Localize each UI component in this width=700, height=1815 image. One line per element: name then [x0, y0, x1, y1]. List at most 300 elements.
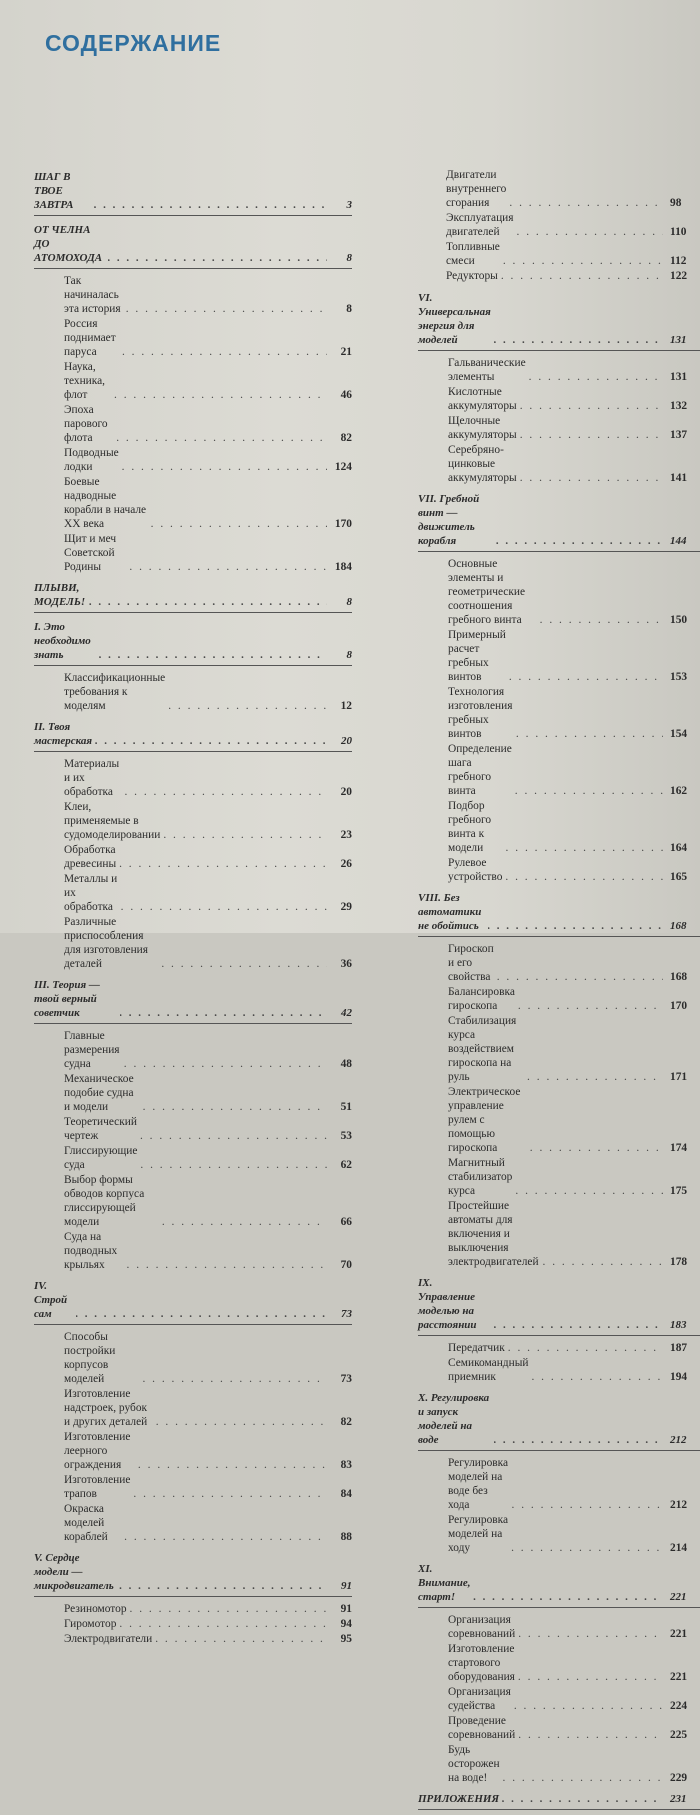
toc-entry [448, 1156, 700, 1198]
leader-dots [122, 460, 327, 474]
toc-items [34, 1330, 352, 1544]
toc-entry-title: Кислотные аккумуляторы [448, 386, 517, 412]
toc-entry [64, 360, 352, 402]
toc-entry-page: 214 [670, 1542, 688, 1554]
toc-entry-page: 70 [340, 1259, 352, 1271]
leader-dots [156, 1415, 327, 1429]
toc-entry-title: Примерный расчет гребных винтов [448, 629, 506, 683]
leader-dots [99, 648, 327, 662]
toc-items [418, 942, 700, 1269]
toc-section-heading-title: ПРИЛОЖЕНИЯ [418, 1793, 500, 1805]
toc-entry [448, 385, 700, 413]
leader-dots [543, 1255, 663, 1269]
toc-entry [64, 757, 352, 799]
toc-entry [446, 269, 700, 283]
toc-entry [448, 414, 700, 442]
leader-dots [540, 613, 663, 627]
leader-dots [114, 388, 327, 402]
toc-entry-page: 26 [340, 858, 352, 870]
leader-dots [140, 1129, 327, 1143]
leader-dots [108, 251, 327, 265]
toc-section-heading [34, 618, 352, 666]
toc-items [418, 1613, 700, 1785]
toc-section [34, 579, 352, 613]
toc-entry-page: 48 [340, 1058, 352, 1070]
toc-section-heading [34, 976, 352, 1024]
leader-dots [501, 269, 663, 283]
toc-entry-page: 141 [670, 472, 688, 484]
leader-dots [163, 828, 327, 842]
toc-entry [448, 1513, 700, 1555]
leader-dots [518, 1728, 663, 1742]
toc-entry-title: Стабилизация курса воздействием гироскопа на руль [448, 1015, 517, 1083]
leader-dots [520, 428, 663, 442]
toc-section-heading-title: VIII. Без автоматики не обойтись [418, 892, 482, 932]
toc-entry-page: 170 [670, 1000, 688, 1012]
toc-entry [64, 671, 352, 713]
leader-dots [508, 1341, 663, 1355]
toc-entry-page: 194 [670, 1371, 688, 1383]
leader-dots [151, 517, 327, 531]
toc-entry-title: Металлы и их обработка [64, 873, 118, 913]
toc-entry-page: 12 [340, 700, 352, 712]
toc-items [418, 1456, 700, 1555]
toc-entry-title: Серебряно-цинковые аккумуляторы [448, 444, 517, 484]
toc-section-heading-title: ПЛЫВИ, МОДЕЛЬ! [34, 582, 86, 608]
toc-entry-title: Эксплуатация двигателей [446, 212, 514, 238]
leader-dots [126, 302, 327, 316]
leader-dots [509, 670, 663, 684]
leader-dots [515, 1184, 663, 1198]
toc-entry-page: 110 [670, 226, 687, 238]
toc-entry-page: 53 [340, 1130, 352, 1142]
toc-entry-page: 154 [670, 728, 688, 740]
toc-section-heading-title: X. Регулировка и запуск моделей на воде [418, 1392, 490, 1446]
toc-section-heading [418, 1790, 700, 1810]
leader-dots [494, 1318, 663, 1332]
toc-entry-page: 82 [340, 432, 352, 444]
leader-dots [530, 1141, 663, 1155]
toc-entry-title: Организация судейства [448, 1686, 511, 1712]
toc-entry [64, 1072, 352, 1114]
toc-entry [448, 1685, 700, 1713]
toc-section-heading [418, 1389, 700, 1451]
leader-dots [518, 1627, 663, 1641]
page-title: СОДЕРЖАНИЕ [45, 30, 222, 56]
toc-section [34, 718, 352, 971]
toc-entry [448, 1014, 700, 1084]
toc-entry-title: Изготовление стартового оборудования [448, 1643, 515, 1683]
toc-section-heading-title: VII. Гребной винт — движитель корабля [418, 493, 480, 547]
toc-entry-title: Подводные лодки [64, 447, 119, 473]
toc-entry-title: Подбор гребного винта к модели [448, 800, 492, 854]
toc-entry-title: Гиромотор [64, 1618, 117, 1630]
toc-items [34, 1602, 352, 1646]
toc-section-heading-title: V. Сердце модели — микродвигатель [34, 1552, 114, 1592]
toc-entry [64, 872, 352, 914]
toc-entry-title: Наука, техника, флот [64, 361, 106, 401]
leader-dots [494, 1433, 663, 1447]
toc-entry-title: Регулировка моделей на ходу [448, 1514, 509, 1554]
leader-dots [127, 1258, 327, 1272]
toc-entry-page: 62 [340, 1159, 352, 1171]
toc-entry-title: Определение шага гребного винта [448, 743, 512, 797]
toc-section-heading [418, 289, 700, 351]
toc-entry-title: Балансировка гироскопа [448, 986, 515, 1012]
toc-entry-page: 224 [670, 1700, 688, 1712]
toc-section-heading-page: 212 [670, 1434, 687, 1446]
toc-section [418, 490, 700, 884]
toc-entry [64, 1473, 352, 1501]
toc-section-heading [418, 1560, 700, 1608]
toc-entry-page: 98 [670, 197, 682, 209]
leader-dots [129, 560, 327, 574]
toc-entry [64, 317, 352, 359]
toc-section-heading-page: 3 [346, 199, 352, 211]
toc-section-heading-page: 73 [341, 1308, 352, 1320]
toc-entry [64, 915, 352, 971]
toc-items [418, 356, 700, 485]
toc-entry-page: 94 [340, 1618, 352, 1630]
toc-entry [448, 799, 700, 855]
leader-dots [89, 595, 327, 609]
toc-entry-title: Глиссирующие суда [64, 1145, 138, 1171]
toc-section-heading-page: 183 [670, 1319, 687, 1331]
leader-dots [130, 1602, 327, 1616]
leader-dots [122, 345, 327, 359]
toc-entry [448, 985, 700, 1013]
toc-entry-page: 20 [340, 786, 352, 798]
toc-entry-title: Классификационные требования к моделям [64, 672, 166, 712]
leader-dots [119, 1617, 327, 1631]
toc-entry [64, 274, 352, 316]
toc-entry-page: 51 [340, 1101, 352, 1113]
toc-section-heading-title: IV. Строй сам [34, 1280, 68, 1320]
toc-entry-page: 8 [346, 303, 352, 315]
leader-dots [529, 370, 663, 384]
toc-entry-title: Изготовление трапов [64, 1474, 131, 1500]
toc-section-heading-page: 8 [346, 596, 352, 608]
toc-section-heading-page: 144 [670, 535, 687, 547]
toc-section-heading-page: 168 [670, 920, 687, 932]
toc-entry-page: 229 [670, 1772, 688, 1784]
toc-entry [64, 1173, 352, 1229]
leader-dots [516, 727, 663, 741]
leader-dots [116, 431, 327, 445]
toc-entry-title: Теоретический чертеж [64, 1116, 137, 1142]
toc-entry [448, 1714, 700, 1742]
toc-entry-title: Способы постройки корпусов моделей [64, 1331, 116, 1385]
toc-continuation [418, 168, 700, 283]
leader-dots [124, 1530, 327, 1544]
toc-entry [64, 446, 352, 474]
toc-entry-title: Магнитный стабилизатор курса [448, 1157, 513, 1197]
toc-entry-title: Гальванические элементы [448, 357, 526, 383]
toc-entry-page: 168 [670, 971, 688, 983]
toc-entry-page: 36 [340, 958, 352, 970]
leader-dots [140, 1158, 327, 1172]
toc-section-heading-title: I. Это необходимо знать [34, 621, 91, 661]
toc-entry-title: Передатчик [448, 1342, 505, 1354]
leader-dots [518, 1670, 663, 1684]
toc-entry-title: Электрическое управление рулем с помощью гироскопа [448, 1086, 521, 1154]
toc-entry-page: 131 [670, 371, 688, 383]
toc-entry [448, 1613, 700, 1641]
leader-dots [494, 333, 663, 347]
toc-entry [448, 628, 700, 684]
toc-entry-page: 21 [340, 346, 352, 358]
toc-entry-title: Организация соревнований [448, 1614, 516, 1640]
toc-section [418, 1274, 700, 1384]
toc-entry [448, 942, 700, 984]
toc-entry-title: Изготовление леерного ограждения [64, 1431, 131, 1471]
leader-dots [133, 1487, 327, 1501]
toc-section [34, 221, 352, 574]
toc-entry [64, 800, 352, 842]
toc-entry [64, 1502, 352, 1544]
toc-entry-page: 153 [670, 671, 688, 683]
toc-entry [448, 443, 700, 485]
toc-section-heading [418, 1274, 700, 1336]
toc-entry [64, 1330, 352, 1386]
leader-dots [506, 841, 663, 855]
toc-entry [448, 557, 700, 627]
toc-entry-title: Суда на подводных крыльях [64, 1231, 118, 1271]
toc-entry [448, 685, 700, 741]
leader-dots [124, 785, 327, 799]
toc-entry [64, 532, 352, 574]
leader-dots [531, 1370, 663, 1384]
toc-section [34, 1549, 352, 1646]
leader-dots [496, 534, 663, 548]
toc-items [418, 1341, 700, 1384]
toc-entry [448, 1356, 700, 1384]
toc-entry-page: 88 [340, 1531, 352, 1543]
toc-section-heading-title: III. Теория — твой верный советчик [34, 979, 100, 1019]
toc-entry-title: Выбор формы обводов корпуса глиссирующей модели [64, 1174, 145, 1228]
toc-section [34, 976, 352, 1272]
toc-entry-title: Боевые надводные корабли в начале XX века [64, 476, 147, 530]
leader-dots [502, 1792, 663, 1806]
toc-entry-page: 95 [340, 1633, 352, 1645]
toc-right-column [418, 168, 700, 1815]
toc-entry-page: 82 [340, 1416, 352, 1428]
toc-entry [64, 1632, 352, 1646]
toc-entry [64, 1230, 352, 1272]
toc-section-heading [34, 1549, 352, 1597]
toc-section-heading-title: VI. Универсальная энергия для моделей [418, 292, 491, 346]
toc-section-heading-title: II. Твоя мастерская [34, 721, 93, 747]
toc-entry-title: Обработка древесины [64, 844, 117, 870]
toc-section [418, 1389, 700, 1555]
toc-entry [64, 475, 352, 531]
toc-entry [64, 1617, 352, 1631]
toc-entry-page: 84 [340, 1488, 352, 1500]
toc-entry [448, 856, 700, 884]
toc-entry [64, 403, 352, 445]
toc-section-heading-page: 20 [341, 735, 352, 747]
toc-entry-page: 178 [670, 1256, 688, 1268]
toc-section-heading-page: 131 [670, 334, 687, 346]
toc-entry-page: 221 [670, 1671, 688, 1683]
toc-entry-title: Электродвигатели [64, 1633, 153, 1645]
leader-dots [124, 1057, 327, 1071]
leader-dots [155, 1632, 327, 1646]
leader-dots [138, 1458, 327, 1472]
toc-section-heading-title: ШАГ В ТВОЕ ЗАВТРА [34, 171, 74, 211]
toc-entry-page: 175 [670, 1185, 688, 1197]
leader-dots [95, 734, 327, 748]
toc-section [418, 1560, 700, 1785]
toc-entry-title: Регулировка моделей на воде без хода [448, 1457, 509, 1511]
leader-dots [119, 857, 327, 871]
toc-entry [446, 168, 700, 210]
toc-entry-title: Редукторы [446, 270, 498, 282]
toc-items [34, 1029, 352, 1272]
toc-entry [446, 211, 700, 239]
leader-dots [517, 225, 663, 239]
toc-entry-page: 112 [670, 255, 687, 267]
leader-dots [520, 399, 663, 413]
leader-dots [505, 870, 663, 884]
toc-section [34, 618, 352, 713]
toc-section [34, 168, 352, 216]
toc-section-heading [34, 221, 352, 269]
leader-dots [497, 970, 663, 984]
toc-entry-page: 124 [334, 461, 352, 473]
leader-dots [473, 1590, 663, 1604]
leader-dots [488, 919, 663, 933]
toc-entry-page: 187 [670, 1342, 688, 1354]
toc-entry [448, 742, 700, 798]
leader-dots [168, 699, 327, 713]
toc-entry-page: 225 [670, 1729, 688, 1741]
toc-section-heading-page: 231 [670, 1793, 687, 1805]
toc-entry-title: Технология изготовления гребных винтов [448, 686, 513, 740]
toc-entry-title: Механическое подобие судна и модели [64, 1073, 134, 1113]
toc-entry-page: 46 [340, 389, 352, 401]
toc-entry [64, 1387, 352, 1429]
toc-entry [64, 1115, 352, 1143]
leader-dots [515, 784, 663, 798]
toc-section-heading [418, 889, 700, 937]
leader-dots [161, 957, 327, 971]
toc-section-heading-page: 91 [341, 1580, 352, 1592]
toc-entry [64, 1430, 352, 1472]
toc-entry-title: Двигатели внутреннего сгорания [446, 169, 507, 209]
toc-items [34, 757, 352, 971]
toc-entry-title: Главные размерения судна [64, 1030, 120, 1070]
toc-entry-page: 150 [670, 614, 688, 626]
toc-section-heading-title: IX. Управление моделью на расстоянии [418, 1277, 477, 1331]
toc-entry-page: 184 [334, 561, 352, 573]
leader-dots [511, 1541, 663, 1555]
toc-items [34, 274, 352, 574]
toc-section-heading-page: 42 [341, 1007, 352, 1019]
toc-entry [64, 1029, 352, 1071]
toc-entry-page: 212 [670, 1499, 688, 1511]
toc-entry-title: Будь осторожен на воде! [448, 1744, 500, 1784]
toc-entry-title: Эпоха парового флота [64, 404, 108, 444]
toc-entry [448, 1456, 700, 1512]
toc-section [418, 1790, 700, 1810]
toc-section-heading-page: 8 [346, 649, 352, 661]
toc-section-heading [34, 579, 352, 613]
toc-entry-page: 29 [340, 901, 352, 913]
toc-entry [448, 356, 700, 384]
leader-dots [119, 1579, 327, 1593]
toc-items [34, 671, 352, 713]
toc-entry-title: Щит и меч Советской Родины [64, 533, 117, 573]
toc-entry-title: Топливные смеси [446, 241, 500, 267]
toc-entry-page: 122 [670, 270, 688, 282]
leader-dots [503, 1771, 663, 1785]
toc-section [34, 1277, 352, 1544]
toc-entry-page: 137 [670, 429, 688, 441]
toc-entry-title: Семикомандный приемник [448, 1357, 529, 1383]
toc-section-heading [34, 718, 352, 752]
leader-dots [143, 1100, 327, 1114]
toc-section-heading-title: ОТ ЧЕЛНА ДО АТОМОХОДА [34, 224, 103, 264]
toc-entry [448, 1199, 700, 1269]
toc-entry [448, 1743, 700, 1785]
toc-entry-page: 23 [340, 829, 352, 841]
toc-section-heading-title: XI. Внимание, старт! [418, 1563, 471, 1603]
leader-dots [162, 1215, 327, 1229]
toc-entry-title: Основные элементы и геометрические соотношения гребного винта [448, 558, 526, 626]
toc-entry-page: 174 [670, 1142, 688, 1154]
toc-entry-title: Окраска моделей кораблей [64, 1503, 108, 1543]
toc-section [418, 289, 700, 485]
toc-entry-page: 221 [670, 1628, 688, 1640]
toc-entry [446, 240, 700, 268]
toc-entry-title: Различные приспособления для изготовления деталей [64, 916, 149, 970]
toc-entry-title: Так начиналась эта история [64, 275, 121, 315]
leader-dots [520, 471, 663, 485]
toc-section-heading-page: 8 [346, 252, 352, 264]
leader-dots [512, 1498, 663, 1512]
toc-section-heading [34, 1277, 352, 1325]
toc-entry [64, 843, 352, 871]
toc-entry [448, 1341, 700, 1355]
toc-entry-page: 165 [670, 871, 688, 883]
leader-dots [120, 1006, 327, 1020]
toc-entry-title: Рулевое устройство [448, 857, 503, 883]
leader-dots [514, 1699, 663, 1713]
toc-items [418, 557, 700, 884]
toc-entry-title: Клеи, применяемые в судомоделировании [64, 801, 161, 841]
toc-entry-title: Щелочные аккумуляторы [448, 415, 517, 441]
leader-dots [76, 1307, 327, 1321]
toc-entry-page: 170 [334, 518, 352, 530]
toc-entry-page: 73 [340, 1373, 352, 1385]
toc-entry-title: Простейшие автоматы для включения и выключения электродвигателей [448, 1200, 539, 1268]
toc-entry [64, 1602, 352, 1616]
toc-entry-page: 171 [670, 1071, 688, 1083]
toc-entry-page: 91 [340, 1603, 352, 1615]
toc-left-column [34, 168, 352, 1651]
leader-dots [518, 999, 663, 1013]
toc-section-heading [418, 490, 700, 552]
toc-entry-title: Материалы и их обработка [64, 758, 120, 798]
toc-entry-title: Резиномотор [64, 1603, 127, 1615]
toc-entry-page: 162 [670, 785, 688, 797]
toc-entry-title: Изготовление надстроек, рубок и других деталей [64, 1388, 148, 1428]
toc-entry-title: Гироскоп и его свойства [448, 943, 494, 983]
toc-entry-page: 83 [340, 1459, 352, 1471]
toc-entry [448, 1642, 700, 1684]
toc-entry [64, 1144, 352, 1172]
